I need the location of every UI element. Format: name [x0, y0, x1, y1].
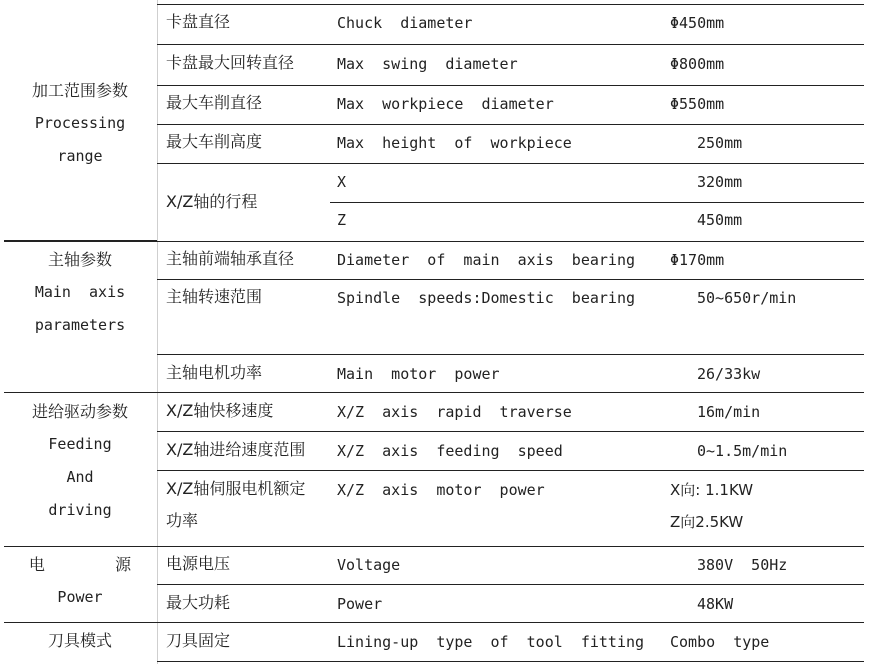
- param-value: 16m/min: [697, 403, 761, 421]
- param-name-cn: X/Z轴快移速度: [166, 401, 274, 420]
- param-value: Φ170mm: [670, 251, 725, 269]
- param-name-cn: 最大车削高度: [166, 132, 263, 151]
- row-divider: [157, 241, 864, 242]
- param-name-en: Main motor power: [337, 365, 500, 383]
- section-title-en: parameters: [34, 316, 126, 334]
- row-divider: [157, 279, 864, 280]
- section-title-en: Feeding: [48, 435, 112, 453]
- row-divider: [157, 354, 864, 355]
- param-name-cn: X/Z轴的行程: [166, 192, 258, 211]
- param-name-cn: 卡盘最大回转直径: [166, 53, 295, 72]
- param-value: Φ550mm: [670, 95, 725, 113]
- param-name-en: Power: [337, 595, 383, 613]
- param-value: Φ450mm: [670, 14, 725, 32]
- row-divider: [157, 4, 864, 5]
- param-name-en: Max workpiece diameter: [337, 95, 554, 113]
- row-divider: [157, 85, 864, 86]
- row-divider: [157, 163, 864, 164]
- param-name-en: X/Z axis rapid traverse: [337, 403, 572, 421]
- section-title-cn: 加工范围参数: [31, 81, 128, 100]
- param-value: 26/33kw: [697, 365, 761, 383]
- section-divider: [4, 546, 864, 547]
- param-name-cn: 功率: [166, 511, 199, 530]
- section-title-en: Power: [57, 588, 103, 606]
- param-name-en: X: [337, 173, 347, 191]
- param-value: 450mm: [697, 211, 743, 229]
- param-name-cn: 卡盘直径: [166, 12, 231, 31]
- param-name-cn: X/Z轴进给速度范围: [166, 440, 306, 459]
- row-divider: [157, 584, 864, 585]
- param-name-cn: 主轴前端轴承直径: [166, 249, 295, 268]
- section-title-feeding-driving: [4, 395, 156, 527]
- section-title-en: Main axis: [34, 283, 126, 301]
- param-value: X向: 1.1KW: [670, 481, 754, 499]
- param-value: Combo type: [670, 633, 770, 651]
- section-title-en: range: [57, 147, 103, 165]
- param-name-en: Max height of workpiece: [337, 134, 572, 152]
- section-divider: [4, 392, 864, 393]
- param-value: 380V 50Hz: [697, 556, 788, 574]
- param-value: 320mm: [697, 173, 743, 191]
- section-title-power: [4, 548, 156, 614]
- row-divider: [157, 124, 864, 125]
- section-title-processing-range: [4, 74, 156, 173]
- param-value: 250mm: [697, 134, 743, 152]
- param-name-cn: 主轴转速范围: [166, 287, 263, 306]
- section-title-cn: 主轴参数: [47, 250, 112, 269]
- param-name-en: Chuck diameter: [337, 14, 473, 32]
- row-divider: [157, 431, 864, 432]
- param-name-cn: 主轴电机功率: [166, 363, 263, 382]
- section-title-cn: 电 源: [28, 555, 152, 574]
- param-value: 0~1.5m/min: [697, 442, 788, 460]
- param-name-cn: X/Z轴伺服电机额定: [166, 479, 306, 498]
- param-name-en: Diameter of main axis bearing: [337, 251, 636, 269]
- column-divider: [157, 0, 158, 664]
- row-divider: [157, 470, 864, 471]
- param-name-cn: 最大功耗: [166, 593, 231, 612]
- param-name-cn: 最大车削直径: [166, 93, 263, 112]
- row-divider: [157, 661, 864, 662]
- param-name-cn: 刀具固定: [166, 631, 231, 650]
- section-title-en: And: [66, 468, 94, 486]
- param-name-en: Lining-up type of tool fitting: [337, 633, 645, 651]
- row-divider: [157, 44, 864, 45]
- param-name-en: Voltage: [337, 556, 401, 574]
- section-title-cn: 刀具模式: [47, 631, 112, 650]
- param-name-cn: 电源电压: [166, 554, 231, 573]
- section-title-en: driving: [48, 501, 112, 519]
- param-value: Φ800mm: [670, 55, 725, 73]
- section-title-cn: 进给驱动参数: [31, 402, 128, 421]
- param-name-en: Z: [337, 211, 347, 229]
- param-value: 48KW: [697, 595, 734, 613]
- section-title-main-axis: [4, 243, 156, 342]
- param-name-en: X/Z axis motor power: [337, 481, 545, 499]
- section-divider: [4, 622, 864, 623]
- section-divider: [4, 240, 157, 242]
- section-title-en: Processing: [34, 114, 126, 132]
- row-divider: [330, 202, 864, 203]
- section-title-tool-mode: [4, 624, 156, 657]
- param-value: Z向2.5KW: [670, 513, 744, 531]
- param-value: 50~650r/min: [697, 289, 797, 307]
- param-name-en: Spindle speeds:Domestic bearing: [337, 289, 636, 307]
- param-name-en: X/Z axis feeding speed: [337, 442, 563, 460]
- param-name-en: Max swing diameter: [337, 55, 518, 73]
